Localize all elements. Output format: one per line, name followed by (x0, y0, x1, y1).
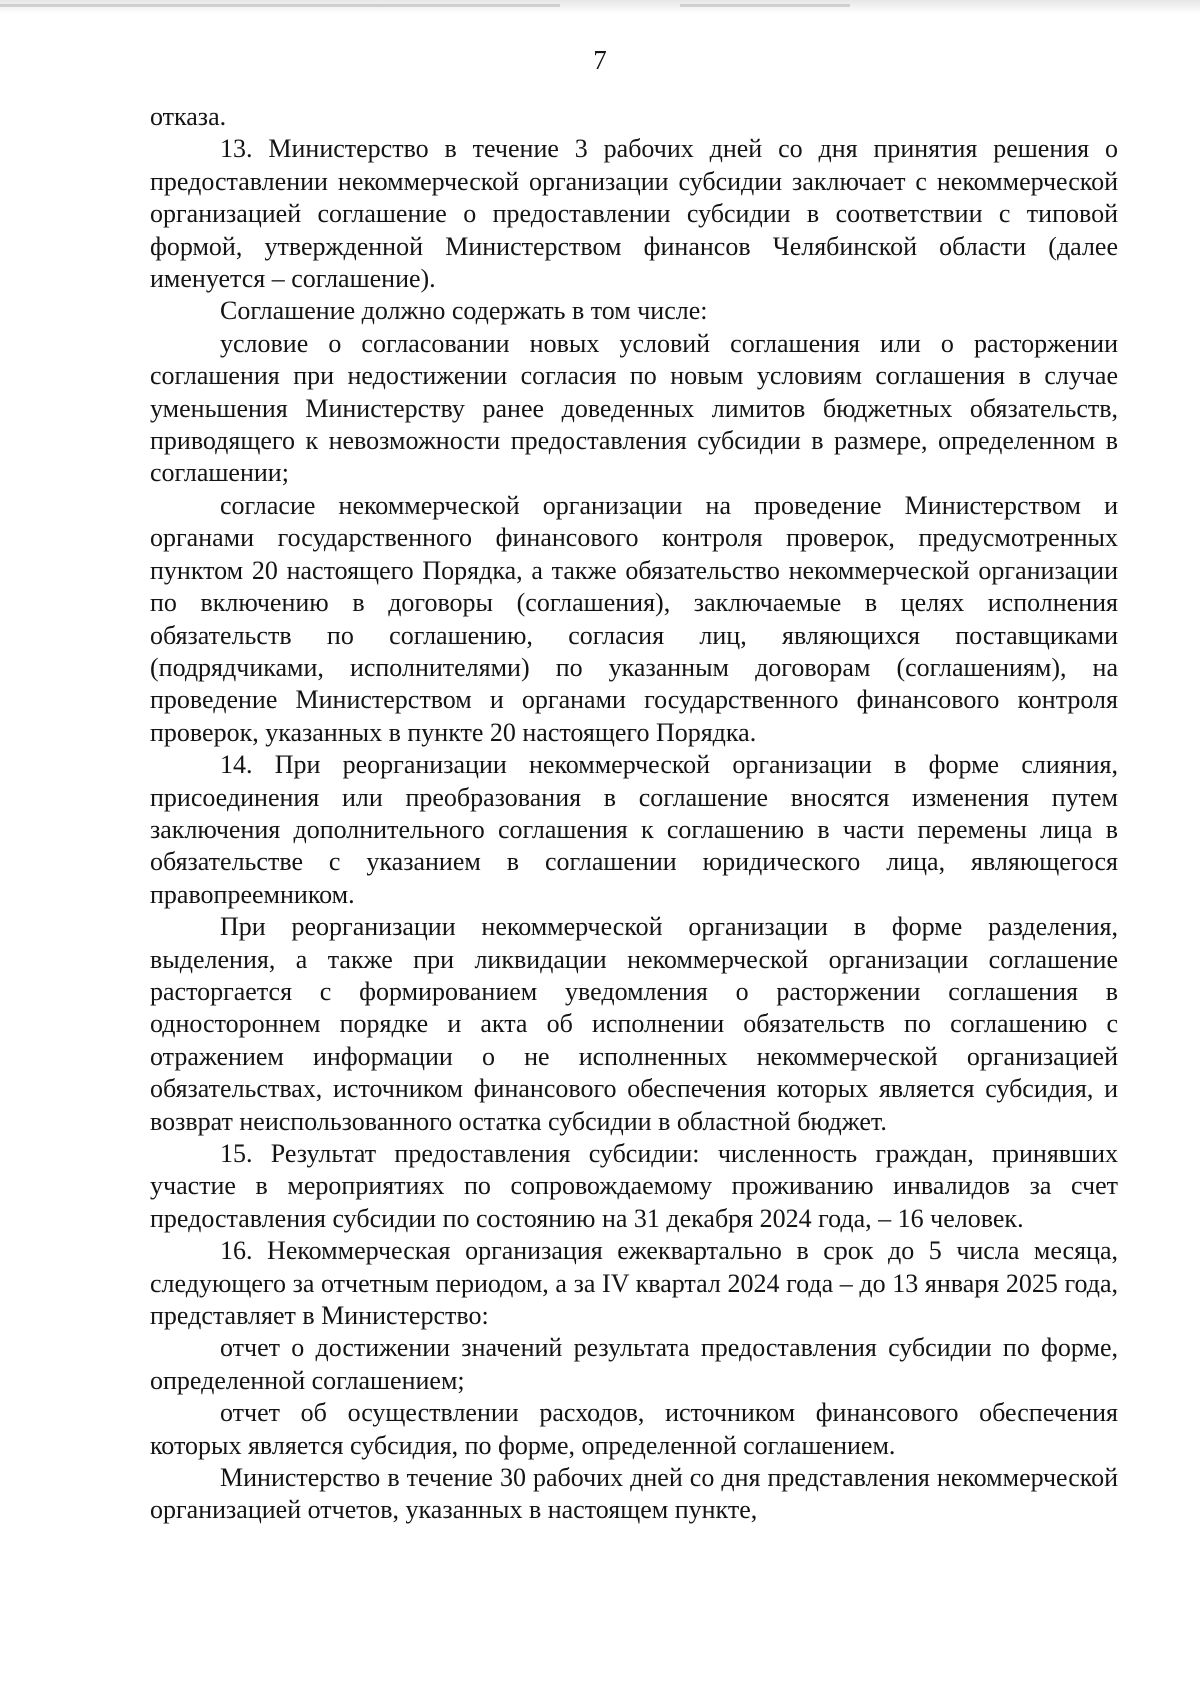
paragraph-continuation: отказа. (150, 102, 227, 131)
paragraph-report-expenses: отчет об осуществлении расходов, источником финансового обеспечения которых является субсидия, по форме, определенной соглашением. (150, 1398, 1118, 1460)
paragraph-item-15: 15. Результат предоставления субсидии: численность граждан, принявших участие в мероприятиях по сопровождаемому проживанию инвалидов за счет предоставления субсидии по состоянию на 31 декабря 2024 года, – 16 человек. (150, 1139, 1118, 1233)
scan-edge-shadow (0, 0, 1200, 14)
document-body (150, 101, 1118, 1527)
paragraph-ministry-review: Министерство в течение 30 рабочих дней со дня представления некоммерческой организацией отчетов, указанных в настоящем пункте, (150, 1463, 1118, 1525)
scan-streak (680, 4, 850, 7)
page-number: 7 (593, 45, 607, 75)
paragraph-agreement-contents: Соглашение должно содержать в том числе: (220, 296, 708, 326)
paragraph-reorganization-termination: При реорганизации некоммерческой организации в форме разделения, выделения, а также при ликвидации некоммерческой организации соглашение расторгается с формированием уведомления о расторжении соглашения в одностороннем порядке и акта об исполнении обязательств по соглашению с отражением информации о не исполненных некоммерческой организацией обязательствах, источником финансового обеспечения которых является субсидия, и возврат неиспользованного остатка субсидии в областной бюджет. (150, 912, 1118, 1136)
paragraph-item-14: 14. При реорганизации некоммерческой организации в форме слияния, присоединения или преобразования в соглашение вносятся изменения путем заключения дополнительного соглашения к соглашению в части перемены лица в обязательстве с указанием в соглашении юридического лица, являющегося правопреемником. (150, 750, 1118, 909)
paragraph-condition-renegotiation: условие о согласовании новых условий соглашения или о расторжении соглашения при недостижении согласия по новым условиям соглашения в случае уменьшения Министерству ранее доведенных лимитов бюджетных обязательств, приводящего к невозможности предоставления субсидии в размере, определенном в соглашении; (150, 328, 1118, 488)
paragraph-item-16: 16. Некоммерческая организация ежеквартально в срок до 5 числа месяца, следующего за отчетным периодом, а за IV квартал 2024 года – до 13 января 2025 года, представляет в Министерство: (150, 1236, 1118, 1331)
scan-streak (0, 4, 560, 7)
paragraph-consent-inspections: согласие некоммерческой организации на проведение Министерством и органами государственного финансового контроля проверок, предусмотренных пунктом 20 настоящего Порядка, а также обязательство некоммерческой организации по включению в договоры (соглашения), заключаемые в целях исполнения обязательств по соглашению, согласия лиц, являющихся поставщиками (подрядчиками, исполнителями) по указанным договорам (соглашениям), на проведение Министерством и органами государственного финансового контроля проверок, указанных в пункте 20 настоящего Порядка. (150, 490, 1118, 747)
paragraph-report-results: отчет о достижении значений результата предоставления субсидии по форме, определенной соглашением; (150, 1333, 1118, 1395)
paragraph-item-13: 13. Министерство в течение 3 рабочих дней со дня принятия решения о предоставлении некоммерческой организации субсидии заключает с некоммерческой организацией соглашение о предоставлении субсидии в соответствии с типовой формой, утвержденной Министерством финансов Челябинской области (далее именуется – соглашение). (150, 134, 1118, 294)
